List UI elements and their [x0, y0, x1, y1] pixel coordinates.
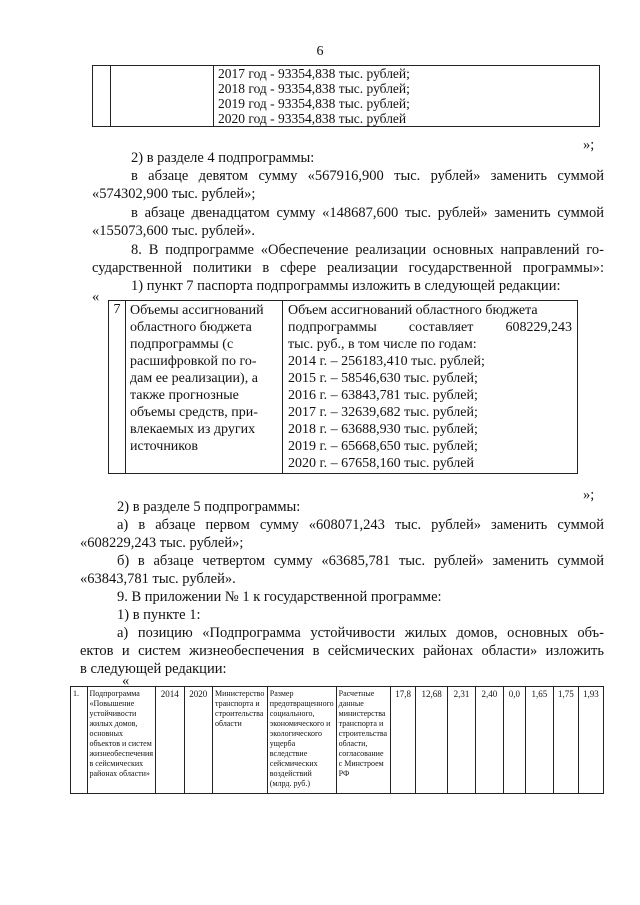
para2-line8: а) позицию «Подпрограмма устойчивости жилых домов, основных объ- — [117, 625, 604, 641]
para2-line2: а) в абзаце первом сумму «608071,243 тыс. рублей» заменить суммой — [117, 517, 604, 533]
indicator-num: 1. — [71, 687, 88, 794]
indicator-value: 2,31 — [448, 687, 476, 794]
indicator-source: Расчетные данные министерства транспорта и строительства области, согласование с Минстроем РФ — [336, 687, 390, 794]
passport-left-line: источников — [130, 439, 199, 454]
indicator-value: 17,8 — [391, 687, 416, 794]
passport-year-line: 2016 г. – 63843,781 тыс. рублей; — [288, 388, 478, 403]
indicator-value: 1,65 — [526, 687, 554, 794]
indicator-executor: Министерство транспорта и строительства области — [213, 687, 268, 794]
para2-line3: «608229,243 тыс. рублей»; — [80, 535, 244, 551]
section5-heading: 2) в разделе 5 подпрограммы: — [117, 499, 301, 515]
passport-left-line: дам ее реализации), а — [130, 371, 258, 386]
para1-line2: в абзаце девятом сумму «567916,900 тыс. рублей» заменить суммой — [131, 168, 604, 184]
passport-year-line: 2015 г. – 58546,630 тыс. рублей; — [288, 371, 478, 386]
top-year-line: 2018 год - 93354,838 тыс. рублей; — [218, 81, 410, 96]
passport-left-line: областного бюджета — [130, 320, 252, 335]
top-table — [92, 65, 600, 127]
para2-line6: 9. В приложении № 1 к государственной программе: — [117, 589, 442, 605]
passport-right-intro: Объем ассигнований областного бюджета — [288, 303, 538, 318]
passport-year-line: 2017 г. – 32639,682 тыс. рублей; — [288, 405, 478, 420]
open-quote-2: « — [122, 673, 130, 689]
passport-left-cell — [126, 301, 283, 474]
top-table-years-cell — [214, 66, 600, 127]
para1-line6: 8. В подпрограмме «Обеспечение реализации основных направлений го- — [131, 242, 604, 258]
para2-line5: «63843,781 тыс. рублей». — [80, 571, 236, 587]
para1-line4: в абзаце двенадцатом сумму «148687,600 тыс. рублей» заменить суммой — [131, 205, 604, 221]
para1-line7: сударственной политики в сфере реализации государственной программы»: — [92, 260, 604, 276]
passport-year-line: 2019 г. – 65668,650 тыс. рублей; — [288, 439, 478, 454]
para2-line7: 1) в пункте 1: — [117, 607, 201, 623]
close-quote-2: »; — [583, 487, 595, 503]
top-table-cell-1 — [93, 66, 111, 127]
passport-left-line: влекаемых из других — [130, 422, 256, 437]
indicator-description: Размер предотвращенного социального, экономического и экологического ущерба вследствие сейсмических воздействий (млрд. руб.) — [267, 687, 336, 794]
passport-left-line: Объемы ассигнований — [130, 303, 264, 318]
passport-year-line: 2018 г. – 63688,930 тыс. рублей; — [288, 422, 478, 437]
passport-row-number: 7 — [109, 301, 126, 474]
para1-line8: 1) пункт 7 паспорта подпрограммы изложить в следующей редакции: — [131, 278, 561, 294]
top-year-line: 2017 год - 93354,838 тыс. рублей; — [218, 66, 410, 81]
open-quote-1: « — [92, 289, 100, 305]
passport-right-intro: тыс. руб., в том числе по годам: — [288, 337, 477, 352]
page-number: 6 — [316, 44, 324, 59]
passport-right-cell — [283, 301, 578, 474]
passport-left-line: расшифровкой по го- — [130, 354, 257, 369]
passport-right-intro: подпрограммы составляет 608229,243 — [288, 320, 572, 335]
para1-line5: «155073,600 тыс. рублей». — [92, 223, 255, 239]
indicator-value: 1,93 — [578, 687, 603, 794]
section4-heading: 2) в разделе 4 подпрограммы: — [131, 150, 315, 166]
indicator-table — [70, 686, 604, 794]
passport-year-line: 2020 г. – 67658,160 тыс. рублей — [288, 456, 474, 471]
passport-left-line: объемы средств, при- — [130, 405, 258, 420]
indicator-value: 12,68 — [416, 687, 448, 794]
passport-left-line: также прогнозные — [130, 388, 239, 403]
passport-left-line: подпрограммы (с — [130, 337, 234, 352]
para2-line10: в следующей редакции: — [80, 661, 227, 677]
passport-year-line: 2014 г. – 256183,410 тыс. рублей; — [288, 354, 485, 369]
top-year-line: 2019 год - 93354,838 тыс. рублей; — [218, 96, 410, 111]
indicator-value: 0,0 — [503, 687, 525, 794]
indicator-subprogram-name: Подпрограмма «Повышение устойчивости жилых домов, основных объектов и систем жизнеобеспечения в сейсмических районах области» — [87, 687, 156, 794]
indicator-start-year: 2014 — [156, 687, 185, 794]
top-year-line: 2020 год - 93354,838 тыс. рублей — [218, 111, 407, 126]
para2-line9: ектов и систем жизнеобеспечения в сейсмических районах области» изложить — [80, 643, 604, 659]
passport-table — [108, 300, 578, 474]
close-quote-1: »; — [583, 137, 595, 153]
indicator-value: 2,40 — [475, 687, 503, 794]
para2-line4: б) в абзаце четвертом сумму «63685,781 тыс. рублей» заменить суммой — [117, 553, 604, 569]
para1-line3: «574302,900 тыс. рублей»; — [92, 186, 256, 202]
indicator-value: 1,75 — [553, 687, 578, 794]
indicator-end-year: 2020 — [184, 687, 213, 794]
top-table-cell-2 — [111, 66, 214, 127]
